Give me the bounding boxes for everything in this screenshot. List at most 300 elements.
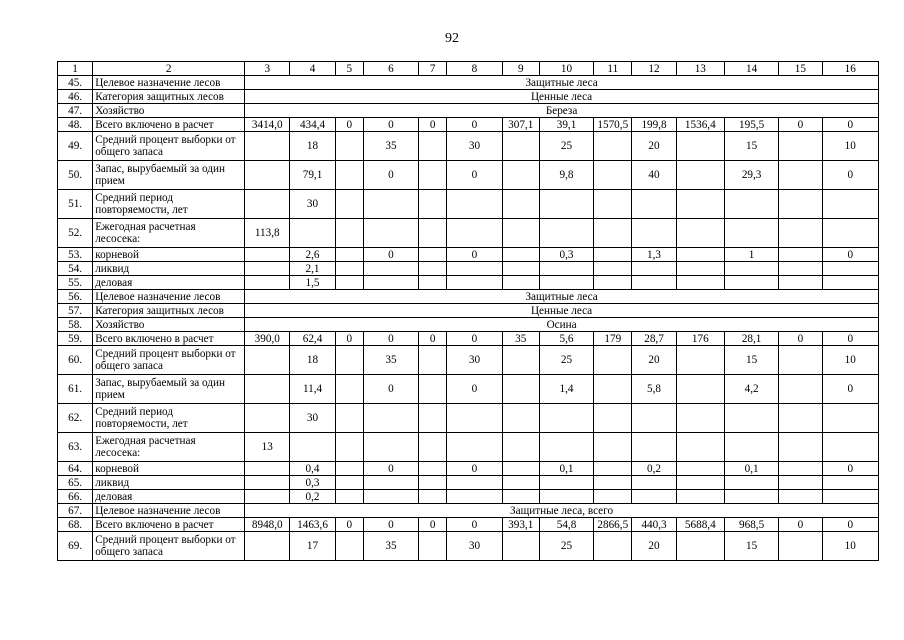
data-cell-col-7 — [419, 532, 447, 561]
data-cell-col-11 — [594, 433, 632, 462]
column-header-10: 10 — [539, 62, 593, 76]
row-label: Целевое назначение лесов — [93, 290, 245, 304]
data-cell-col-11 — [594, 190, 632, 219]
data-cell-col-15 — [779, 190, 822, 219]
data-cell-col-5 — [335, 190, 363, 219]
data-cell-col-3 — [245, 161, 290, 190]
column-header-9: 9 — [502, 62, 539, 76]
data-cell-col-15 — [779, 161, 822, 190]
data-cell-col-10: 25 — [539, 132, 593, 161]
data-cell-col-12: 28,7 — [632, 332, 676, 346]
row-number: 58. — [58, 318, 93, 332]
data-cell-col-8: 0 — [447, 161, 502, 190]
column-header-13: 13 — [676, 62, 724, 76]
data-cell-col-12: 20 — [632, 346, 676, 375]
data-cell-col-6: 0 — [363, 332, 418, 346]
data-cell-col-13 — [676, 346, 724, 375]
column-header-6: 6 — [363, 62, 418, 76]
data-cell-col-12 — [632, 190, 676, 219]
data-cell-col-13 — [676, 404, 724, 433]
data-cell-col-16 — [822, 490, 878, 504]
data-cell-col-6 — [363, 490, 418, 504]
column-header-2: 2 — [93, 62, 245, 76]
data-cell-col-10 — [539, 219, 593, 248]
data-cell-col-8 — [447, 433, 502, 462]
data-cell-col-4: 1,5 — [290, 276, 335, 290]
data-cell-col-10 — [539, 433, 593, 462]
data-cell-col-15 — [779, 404, 822, 433]
data-cell-col-11 — [594, 262, 632, 276]
row-label: корневой — [93, 248, 245, 262]
data-cell-col-8: 30 — [447, 532, 502, 561]
row-label: Всего включено в расчет — [93, 118, 245, 132]
data-cell-col-16: 0 — [822, 518, 878, 532]
table-row — [58, 190, 879, 219]
data-cell-col-7 — [419, 404, 447, 433]
data-cell-col-7: 0 — [419, 518, 447, 532]
row-label: Ежегодная расчетная лесосека: — [93, 219, 245, 248]
data-cell-col-9 — [502, 132, 539, 161]
data-cell-col-12: 40 — [632, 161, 676, 190]
data-cell-col-4: 79,1 — [290, 161, 335, 190]
data-cell-col-5 — [335, 346, 363, 375]
data-cell-col-6: 0 — [363, 518, 418, 532]
data-cell-col-15 — [779, 132, 822, 161]
data-cell-col-14: 195,5 — [724, 118, 778, 132]
row-label: деловая — [93, 276, 245, 290]
row-label: Средний процент выборки от общего запаса — [93, 346, 245, 375]
data-cell-col-5: 0 — [335, 518, 363, 532]
data-cell-col-11 — [594, 404, 632, 433]
data-cell-col-10: 0,1 — [539, 462, 593, 476]
page-number: 92 — [445, 31, 459, 46]
data-cell-col-4: 2,1 — [290, 262, 335, 276]
data-cell-col-6: 35 — [363, 132, 418, 161]
column-header-14: 14 — [724, 62, 778, 76]
data-cell-col-5 — [335, 248, 363, 262]
data-cell-col-4: 62,4 — [290, 332, 335, 346]
data-cell-col-10: 1,4 — [539, 375, 593, 404]
data-cell-col-16 — [822, 276, 878, 290]
data-cell-col-7 — [419, 161, 447, 190]
data-cell-col-14: 15 — [724, 532, 778, 561]
data-cell-col-11 — [594, 161, 632, 190]
data-cell-col-8: 0 — [447, 248, 502, 262]
data-cell-col-16: 10 — [822, 132, 878, 161]
data-cell-col-10: 25 — [539, 346, 593, 375]
data-cell-col-7: 0 — [419, 332, 447, 346]
column-header-5: 5 — [335, 62, 363, 76]
data-cell-col-11: 1570,5 — [594, 118, 632, 132]
data-cell-col-10: 39,1 — [539, 118, 593, 132]
data-cell-col-6 — [363, 433, 418, 462]
row-label: Запас, вырубаемый за один прием — [93, 375, 245, 404]
data-cell-col-11 — [594, 462, 632, 476]
data-cell-col-7 — [419, 490, 447, 504]
column-header-15: 15 — [779, 62, 822, 76]
data-cell-col-7 — [419, 132, 447, 161]
row-label: Целевое назначение лесов — [93, 504, 245, 518]
data-cell-col-15: 0 — [779, 332, 822, 346]
data-cell-col-15: 0 — [779, 518, 822, 532]
data-cell-col-8 — [447, 190, 502, 219]
data-cell-col-15 — [779, 262, 822, 276]
table-row — [58, 276, 879, 290]
data-cell-col-15 — [779, 462, 822, 476]
data-cell-col-15 — [779, 532, 822, 561]
data-cell-col-12 — [632, 490, 676, 504]
table-row — [58, 504, 879, 518]
data-cell-col-12 — [632, 262, 676, 276]
data-cell-col-6: 0 — [363, 462, 418, 476]
data-cell-col-16 — [822, 219, 878, 248]
row-label: ликвид — [93, 262, 245, 276]
data-cell-col-11 — [594, 219, 632, 248]
data-cell-col-3 — [245, 248, 290, 262]
data-cell-col-15 — [779, 476, 822, 490]
data-cell-col-7 — [419, 219, 447, 248]
table-row — [58, 132, 879, 161]
data-cell-col-11 — [594, 476, 632, 490]
data-cell-col-7 — [419, 476, 447, 490]
data-cell-col-3: 3414,0 — [245, 118, 290, 132]
data-cell-col-14: 29,3 — [724, 161, 778, 190]
data-cell-col-11 — [594, 532, 632, 561]
data-cell-col-12: 199,8 — [632, 118, 676, 132]
row-number: 63. — [58, 433, 93, 462]
data-cell-col-13 — [676, 375, 724, 404]
data-cell-col-8 — [447, 262, 502, 276]
data-cell-col-14 — [724, 190, 778, 219]
data-cell-col-10 — [539, 404, 593, 433]
table-row — [58, 462, 879, 476]
data-cell-col-4: 2,6 — [290, 248, 335, 262]
data-cell-col-3: 13 — [245, 433, 290, 462]
data-cell-col-12: 440,3 — [632, 518, 676, 532]
data-cell-col-13 — [676, 132, 724, 161]
data-cell-col-8: 0 — [447, 518, 502, 532]
data-cell-col-9 — [502, 219, 539, 248]
data-cell-col-3 — [245, 404, 290, 433]
section-value: Защитные леса — [245, 76, 879, 90]
column-header-8: 8 — [447, 62, 502, 76]
data-cell-col-6 — [363, 476, 418, 490]
data-cell-col-6: 0 — [363, 375, 418, 404]
table-row — [58, 532, 879, 561]
data-cell-col-9 — [502, 476, 539, 490]
data-cell-col-16 — [822, 476, 878, 490]
data-cell-col-7 — [419, 433, 447, 462]
data-cell-col-4: 1463,6 — [290, 518, 335, 532]
data-cell-col-8 — [447, 404, 502, 433]
data-cell-col-5 — [335, 404, 363, 433]
data-cell-col-5 — [335, 433, 363, 462]
data-cell-col-13: 1536,4 — [676, 118, 724, 132]
data-cell-col-7 — [419, 346, 447, 375]
data-cell-col-9 — [502, 375, 539, 404]
row-number: 57. — [58, 304, 93, 318]
data-cell-col-13 — [676, 476, 724, 490]
data-cell-col-15 — [779, 219, 822, 248]
column-header-11: 11 — [594, 62, 632, 76]
data-cell-col-3 — [245, 476, 290, 490]
data-cell-col-13: 176 — [676, 332, 724, 346]
data-cell-col-3 — [245, 132, 290, 161]
table-row — [58, 476, 879, 490]
data-cell-col-6 — [363, 219, 418, 248]
table-row — [58, 304, 879, 318]
data-cell-col-15: 0 — [779, 118, 822, 132]
data-cell-col-4: 0,2 — [290, 490, 335, 504]
data-cell-col-16: 0 — [822, 248, 878, 262]
section-value: Осина — [245, 318, 879, 332]
data-cell-col-11 — [594, 248, 632, 262]
data-cell-col-13 — [676, 248, 724, 262]
data-cell-col-4: 18 — [290, 346, 335, 375]
data-cell-col-11: 179 — [594, 332, 632, 346]
data-cell-col-16 — [822, 262, 878, 276]
data-cell-col-5 — [335, 490, 363, 504]
row-number: 60. — [58, 346, 93, 375]
data-cell-col-13 — [676, 276, 724, 290]
data-cell-col-11: 2866,5 — [594, 518, 632, 532]
data-cell-col-14 — [724, 404, 778, 433]
data-cell-col-5 — [335, 462, 363, 476]
row-label: деловая — [93, 490, 245, 504]
column-header-12: 12 — [632, 62, 676, 76]
data-cell-col-7 — [419, 462, 447, 476]
table-row — [58, 404, 879, 433]
row-number: 50. — [58, 161, 93, 190]
table-row — [58, 490, 879, 504]
data-cell-col-5 — [335, 132, 363, 161]
data-cell-col-3 — [245, 262, 290, 276]
row-label: Категория защитных лесов — [93, 304, 245, 318]
row-label: Хозяйство — [93, 318, 245, 332]
data-cell-col-14: 15 — [724, 346, 778, 375]
row-label: Целевое назначение лесов — [93, 76, 245, 90]
data-cell-col-7 — [419, 262, 447, 276]
data-cell-col-4: 18 — [290, 132, 335, 161]
row-number: 49. — [58, 132, 93, 161]
data-cell-col-5 — [335, 262, 363, 276]
data-cell-col-13 — [676, 462, 724, 476]
data-cell-col-6 — [363, 190, 418, 219]
data-cell-col-6 — [363, 262, 418, 276]
data-cell-col-9 — [502, 276, 539, 290]
row-number: 53. — [58, 248, 93, 262]
data-cell-col-10: 54,8 — [539, 518, 593, 532]
data-cell-col-9 — [502, 532, 539, 561]
row-number: 45. — [58, 76, 93, 90]
data-cell-col-11 — [594, 346, 632, 375]
data-cell-col-16: 0 — [822, 375, 878, 404]
data-cell-col-4: 17 — [290, 532, 335, 561]
data-cell-col-8: 0 — [447, 118, 502, 132]
data-cell-col-5: 0 — [335, 118, 363, 132]
row-label: Всего включено в расчет — [93, 518, 245, 532]
data-cell-col-12 — [632, 276, 676, 290]
row-number: 48. — [58, 118, 93, 132]
row-number: 66. — [58, 490, 93, 504]
data-cell-col-9 — [502, 190, 539, 219]
data-cell-col-15 — [779, 490, 822, 504]
table-row — [58, 375, 879, 404]
data-cell-col-16: 10 — [822, 532, 878, 561]
column-header-1: 1 — [58, 62, 93, 76]
data-cell-col-5 — [335, 476, 363, 490]
data-cell-col-4 — [290, 433, 335, 462]
table-row — [58, 332, 879, 346]
data-cell-col-16 — [822, 190, 878, 219]
data-cell-col-11 — [594, 132, 632, 161]
data-cell-col-10: 0,3 — [539, 248, 593, 262]
data-cell-col-10 — [539, 276, 593, 290]
data-cell-col-13 — [676, 490, 724, 504]
row-number: 61. — [58, 375, 93, 404]
data-cell-col-8 — [447, 219, 502, 248]
data-cell-col-8 — [447, 276, 502, 290]
row-number: 52. — [58, 219, 93, 248]
data-cell-col-9 — [502, 346, 539, 375]
data-cell-col-3: 113,8 — [245, 219, 290, 248]
data-cell-col-13 — [676, 190, 724, 219]
row-label: Всего включено в расчет — [93, 332, 245, 346]
data-cell-col-14 — [724, 262, 778, 276]
row-number: 47. — [58, 104, 93, 118]
data-cell-col-13 — [676, 262, 724, 276]
data-cell-col-14: 1 — [724, 248, 778, 262]
data-cell-col-3 — [245, 462, 290, 476]
data-cell-col-15 — [779, 248, 822, 262]
data-cell-col-3: 8948,0 — [245, 518, 290, 532]
data-cell-col-4: 0,3 — [290, 476, 335, 490]
data-cell-col-16: 0 — [822, 462, 878, 476]
data-cell-col-10 — [539, 476, 593, 490]
data-cell-col-12: 20 — [632, 132, 676, 161]
row-number: 54. — [58, 262, 93, 276]
data-cell-col-7: 0 — [419, 118, 447, 132]
table-row — [58, 104, 879, 118]
data-cell-col-10: 5,6 — [539, 332, 593, 346]
table-row — [58, 433, 879, 462]
row-label: Средний процент выборки от общего запаса — [93, 132, 245, 161]
section-value: Защитные леса, всего — [245, 504, 879, 518]
row-number: 64. — [58, 462, 93, 476]
data-cell-col-11 — [594, 375, 632, 404]
data-cell-col-3 — [245, 190, 290, 219]
data-cell-col-6 — [363, 404, 418, 433]
table-row — [58, 219, 879, 248]
data-cell-col-16 — [822, 433, 878, 462]
data-cell-col-6 — [363, 276, 418, 290]
data-cell-col-9: 393,1 — [502, 518, 539, 532]
row-number: 62. — [58, 404, 93, 433]
data-cell-col-5 — [335, 276, 363, 290]
data-cell-col-4: 434,4 — [290, 118, 335, 132]
data-cell-col-10 — [539, 262, 593, 276]
data-cell-col-13 — [676, 532, 724, 561]
row-number: 56. — [58, 290, 93, 304]
data-cell-col-16 — [822, 404, 878, 433]
column-header-3: 3 — [245, 62, 290, 76]
data-cell-col-14 — [724, 433, 778, 462]
data-cell-col-14 — [724, 490, 778, 504]
data-cell-col-7 — [419, 248, 447, 262]
section-value: Ценные леса — [245, 90, 879, 104]
data-cell-col-12: 0,2 — [632, 462, 676, 476]
data-cell-col-6: 0 — [363, 248, 418, 262]
data-cell-col-9: 307,1 — [502, 118, 539, 132]
data-cell-col-15 — [779, 276, 822, 290]
data-cell-col-3 — [245, 276, 290, 290]
data-cell-col-4: 30 — [290, 190, 335, 219]
data-cell-col-9: 35 — [502, 332, 539, 346]
data-cell-col-3 — [245, 532, 290, 561]
row-label: Ежегодная расчетная лесосека: — [93, 433, 245, 462]
data-cell-col-6: 0 — [363, 118, 418, 132]
row-label: Хозяйство — [93, 104, 245, 118]
data-cell-col-14 — [724, 219, 778, 248]
table-row — [58, 76, 879, 90]
data-cell-col-8: 0 — [447, 462, 502, 476]
data-cell-col-10 — [539, 190, 593, 219]
table-row — [58, 518, 879, 532]
data-cell-col-11 — [594, 490, 632, 504]
data-cell-col-4: 0,4 — [290, 462, 335, 476]
data-cell-col-12: 5,8 — [632, 375, 676, 404]
data-cell-col-9 — [502, 404, 539, 433]
data-cell-col-9 — [502, 490, 539, 504]
data-cell-col-13 — [676, 219, 724, 248]
row-number: 51. — [58, 190, 93, 219]
data-cell-col-10 — [539, 490, 593, 504]
data-cell-col-15 — [779, 433, 822, 462]
data-cell-col-14 — [724, 476, 778, 490]
table-row — [58, 118, 879, 132]
data-cell-col-16: 0 — [822, 161, 878, 190]
data-cell-col-4: 30 — [290, 404, 335, 433]
row-label: Средний период повторяемости, лет — [93, 190, 245, 219]
data-cell-col-9 — [502, 262, 539, 276]
data-cell-col-12: 20 — [632, 532, 676, 561]
column-header-7: 7 — [419, 62, 447, 76]
row-number: 59. — [58, 332, 93, 346]
data-cell-col-5 — [335, 161, 363, 190]
data-cell-col-14: 4,2 — [724, 375, 778, 404]
data-cell-col-12 — [632, 476, 676, 490]
data-cell-col-4 — [290, 219, 335, 248]
data-cell-col-6: 35 — [363, 532, 418, 561]
data-cell-col-9 — [502, 248, 539, 262]
row-label: Средний процент выборки от общего запаса — [93, 532, 245, 561]
row-number: 55. — [58, 276, 93, 290]
data-cell-col-8: 30 — [447, 132, 502, 161]
data-cell-col-3 — [245, 346, 290, 375]
data-cell-col-12 — [632, 219, 676, 248]
row-number: 46. — [58, 90, 93, 104]
data-cell-col-8: 0 — [447, 375, 502, 404]
column-header-4: 4 — [290, 62, 335, 76]
table-row — [58, 318, 879, 332]
column-header-16: 16 — [822, 62, 878, 76]
data-cell-col-7 — [419, 375, 447, 404]
data-cell-col-8: 0 — [447, 332, 502, 346]
data-cell-col-12 — [632, 404, 676, 433]
data-cell-col-5 — [335, 375, 363, 404]
row-label: Категория защитных лесов — [93, 90, 245, 104]
row-label: корневой — [93, 462, 245, 476]
